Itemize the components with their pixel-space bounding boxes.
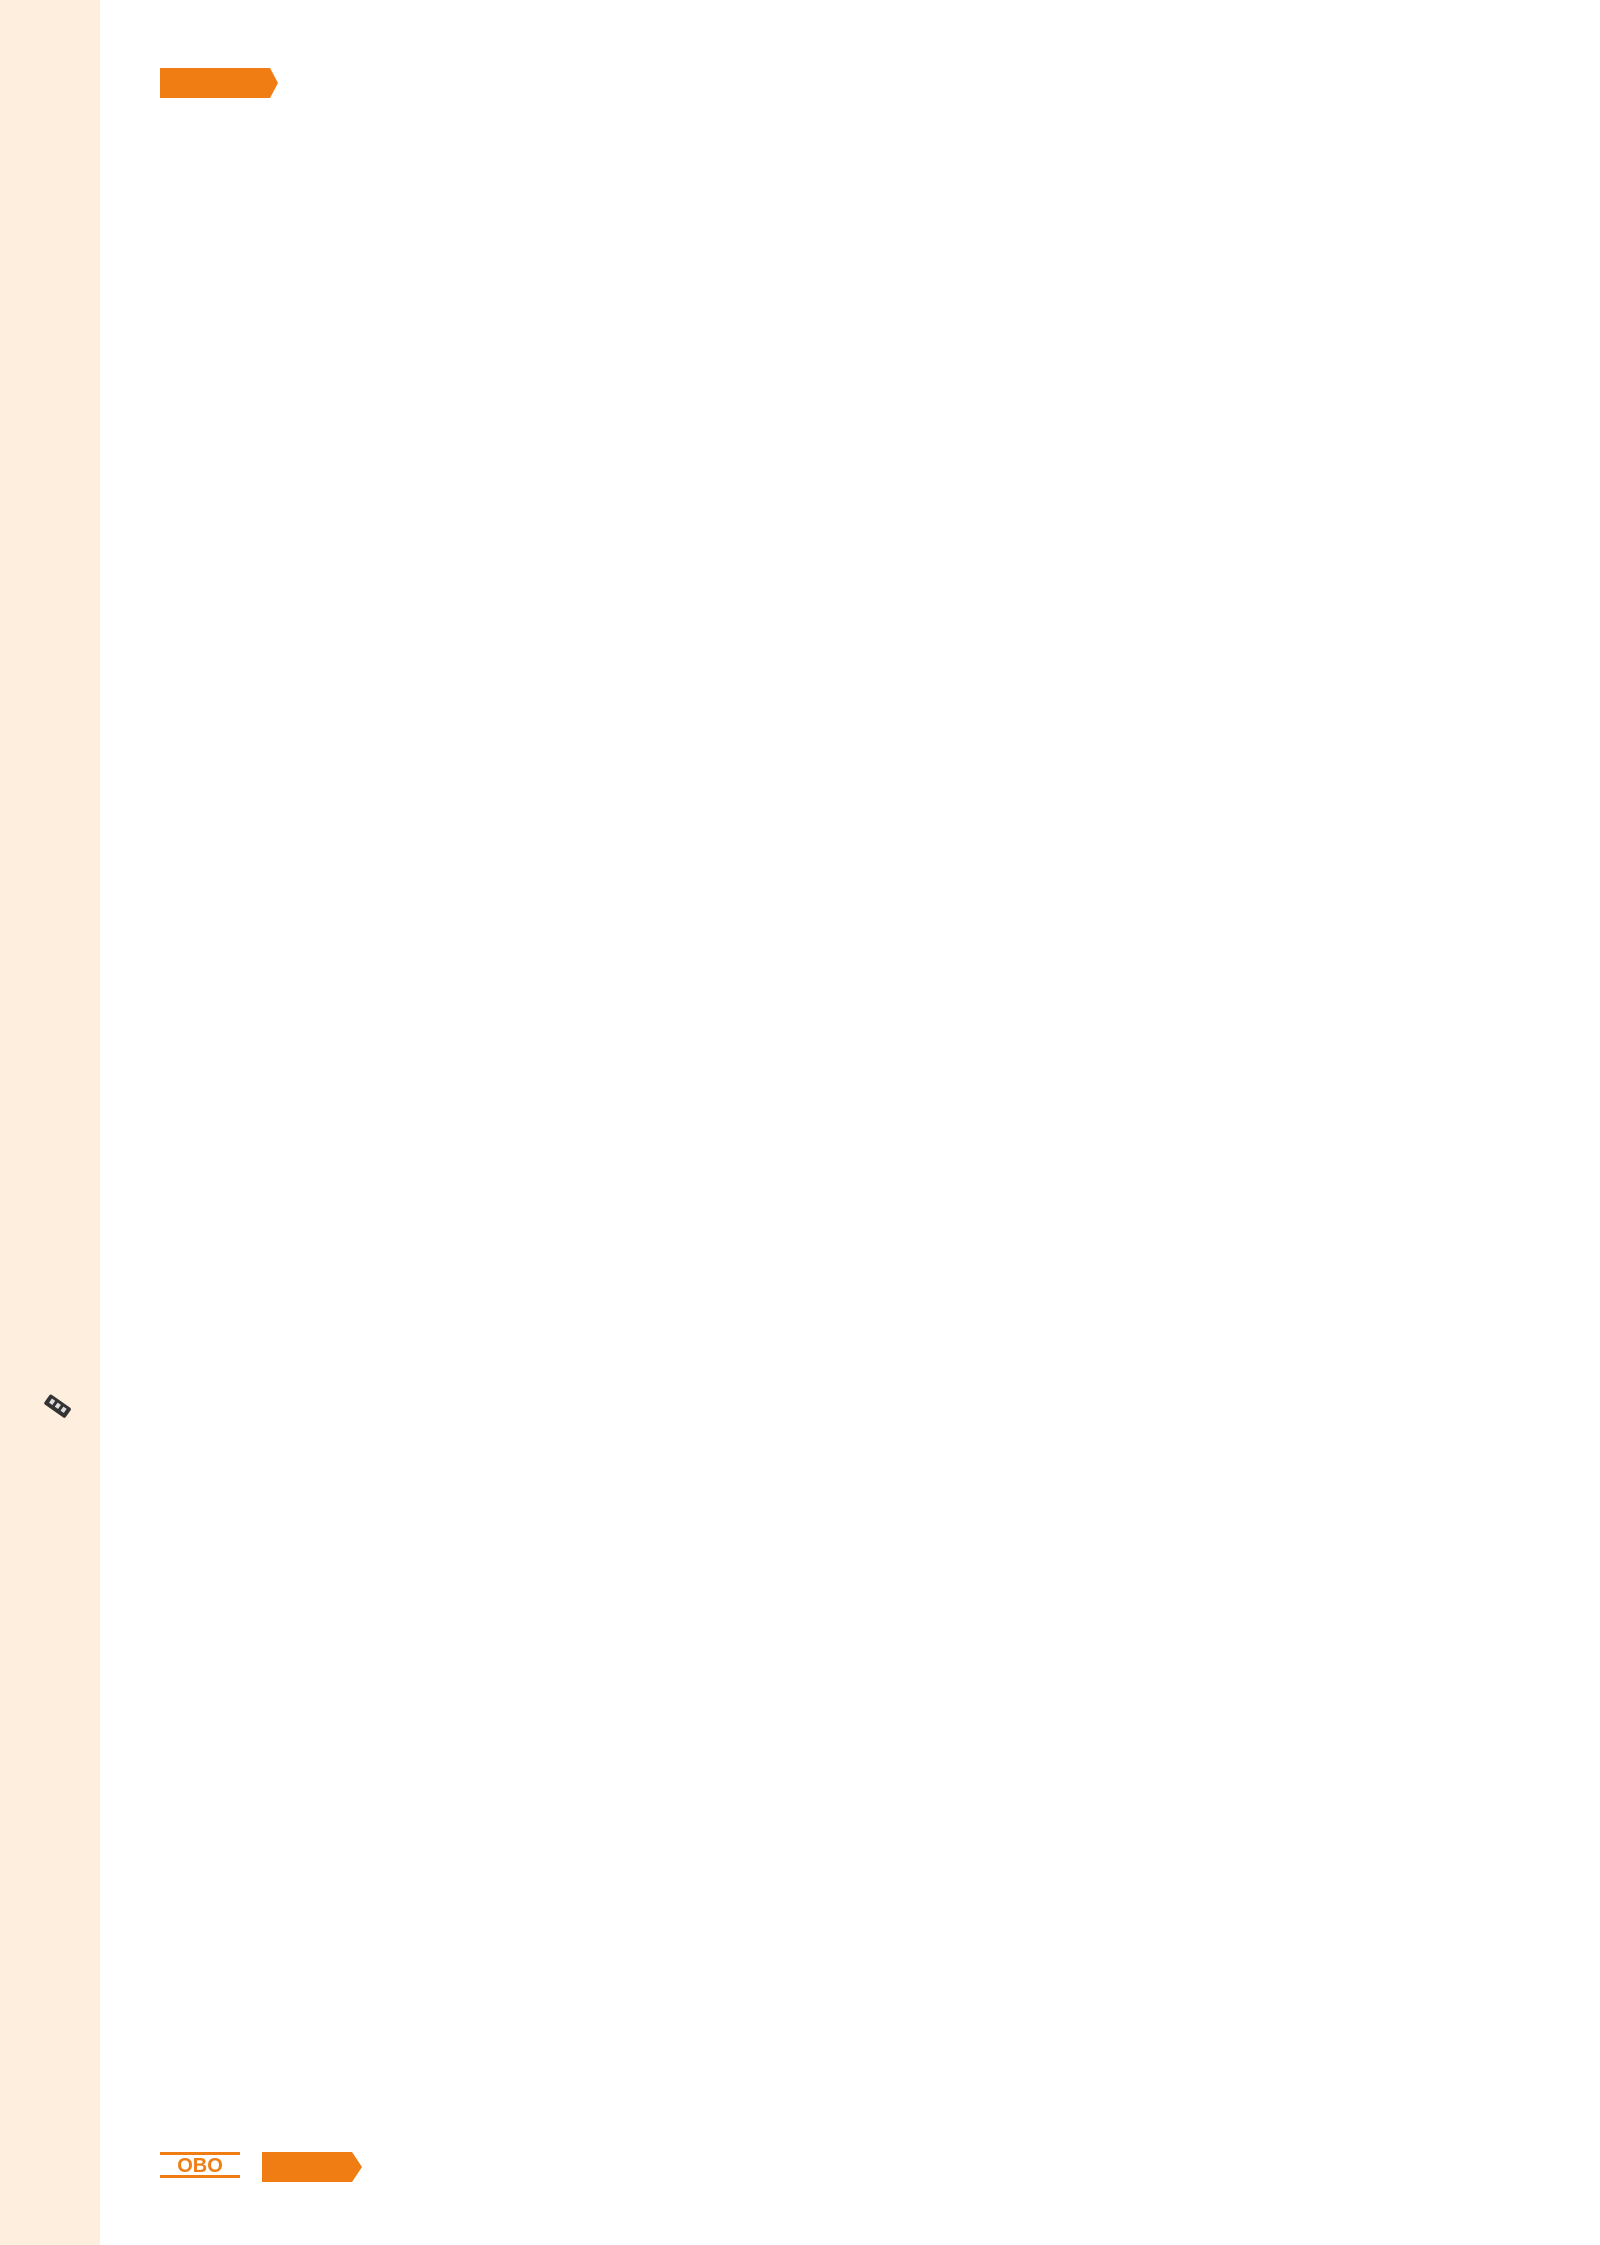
page-number-tag <box>262 2152 362 2182</box>
installation-device-icon <box>40 1390 74 1424</box>
sidebar-category-label <box>30 1040 54 1340</box>
svg-text:OBO: OBO <box>177 2155 223 2177</box>
header-tag-shape <box>160 68 278 98</box>
obo-logo <box>160 2152 240 2178</box>
